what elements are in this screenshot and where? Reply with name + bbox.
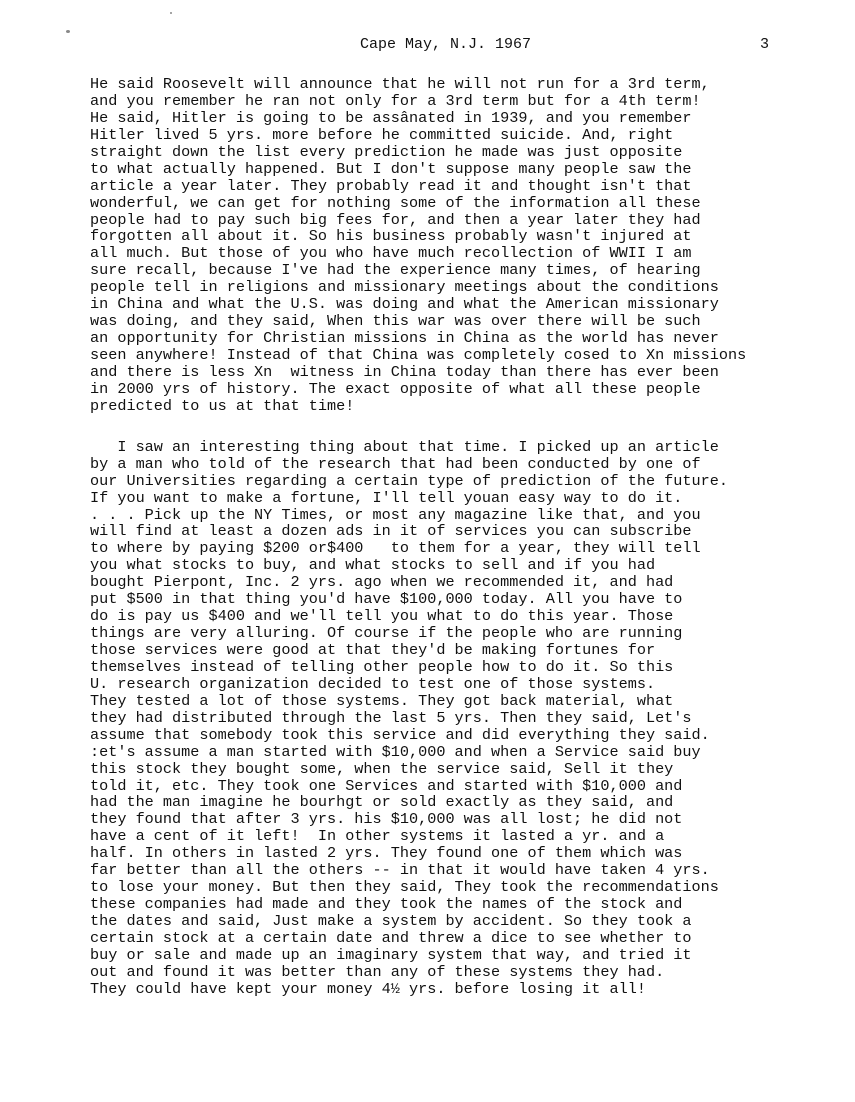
text-line: people had to pay such big fees for, and then a year later they had — [90, 210, 701, 229]
text-line: people tell in religions and missionary meetings about the conditions — [90, 278, 719, 297]
text-line: and there is less Xn witness in China today than there has ever been — [90, 362, 719, 381]
text-line: things are very alluring. Of course if the people who are running — [90, 624, 683, 643]
text-line: . . . Pick up the NY Times, or most any magazine like that, and you — [90, 505, 701, 524]
text-line: all much. But those of you who have much recollection of WWII I am — [90, 244, 692, 263]
text-line: these companies had made and they took the names of the stock and — [90, 895, 683, 914]
text-line: themselves instead of telling other people how to do it. So this — [90, 657, 674, 676]
text-line: certain stock at a certain date and threw a dice to see whether to — [90, 928, 692, 947]
paragraph-2 — [90, 439, 850, 998]
text-line: forgotten all about it. So his business probably wasn't injured at — [90, 227, 692, 246]
text-line: If you want to make a fortune, I'll tell youan easy way to do it. — [90, 488, 683, 507]
text-line: put $500 in that thing you'd have $100,000 today. All you have to — [90, 590, 683, 609]
text-line: half. In others in lasted 2 yrs. They found one of them which was — [90, 844, 683, 863]
text-line: I saw an interesting thing about that time. I picked up an article — [90, 437, 719, 456]
text-line: They tested a lot of those systems. They got back material, what — [90, 691, 674, 710]
text-line: He said, Hitler is going to be assânated in 1939, and you remember — [90, 108, 692, 127]
text-line: to lose your money. But then they said, They took the recommendations — [90, 878, 719, 897]
text-line: assume that somebody took this service and did everything they said. — [90, 725, 710, 744]
text-line: buy or sale and made up an imaginary system that way, and tried it — [90, 945, 692, 964]
text-line: and you remember he ran not only for a 3rd term but for a 4th term! — [90, 91, 701, 110]
header-title: Cape May, N.J. 1967 — [360, 36, 532, 53]
text-line: our Universities regarding a certain type of prediction of the future. — [90, 471, 728, 490]
text-line: in 2000 yrs of history. The exact opposite of what all these people — [90, 379, 701, 398]
page-header — [0, 36, 855, 56]
text-line: sure recall, because I've had the experience many times, of hearing — [90, 261, 701, 280]
paragraph-1 — [90, 76, 850, 415]
text-line: in China and what the U.S. was doing and what the American missionary — [90, 295, 719, 314]
text-line: they had distributed through the last 5 yrs. Then they said, Let's — [90, 708, 692, 727]
scan-speck — [170, 12, 172, 14]
text-line: do is pay us $400 and we'll tell you what to do this year. Those — [90, 607, 674, 626]
text-line: straight down the list every prediction he made was just opposite — [90, 142, 683, 161]
text-line: this stock they bought some, when the service said, Sell it they — [90, 759, 674, 778]
text-line: you what stocks to buy, and what stocks to sell and if you had — [90, 556, 656, 575]
page-number: 3 — [760, 36, 770, 53]
body-text — [90, 76, 850, 998]
text-line: the dates and said, Just make a system by accident. So they took a — [90, 912, 692, 930]
paragraph-gap — [90, 415, 850, 439]
text-line: to where by paying $200 or$400 to them for a year, they will tell — [90, 539, 701, 558]
text-line: an opportunity for Christian missions in China as the world has never — [90, 329, 719, 348]
text-line: He said Roosevelt will announce that he will not run for a 3rd term, — [90, 75, 710, 93]
text-line: to what actually happened. But I don't suppose many people saw the — [90, 159, 692, 178]
text-line: far better than all the others -- in that it would have taken 4 yrs. — [90, 861, 710, 880]
text-line: had the man imagine he bourhgt or sold exactly as they said, and — [90, 793, 674, 812]
text-line: told it, etc. They took one Services and started with $10,000 and — [90, 776, 683, 795]
text-line: :et's assume a man started with $10,000 and when a Service said buy — [90, 742, 701, 761]
text-line: wonderful, we can get for nothing some of the information all these — [90, 193, 701, 212]
text-line: predicted to us at that time! — [90, 396, 355, 415]
text-line: bought Pierpont, Inc. 2 yrs. ago when we recommended it, and had — [90, 573, 674, 592]
text-line: U. research organization decided to test one of those systems. — [90, 674, 656, 693]
text-line: those services were good at that they'd be making fortunes for — [90, 641, 656, 659]
text-line: have a cent of it left! In other systems it lasted a yr. and a — [90, 827, 665, 846]
text-line: by a man who told of the research that had been conducted by one of — [90, 454, 701, 473]
text-line: seen anywhere! Instead of that China was completely cosed to Xn missions — [90, 346, 747, 364]
text-line: was doing, and they said, When this war was over there will be such — [90, 312, 701, 331]
text-line: they found that after 3 yrs. his $10,000 was all lost; he did not — [90, 810, 683, 829]
text-line: They could have kept your money 4½ yrs. before losing it all! — [90, 979, 646, 998]
scan-speck — [66, 30, 70, 33]
text-line: article a year later. They probably read it and thought isn't that — [90, 176, 692, 195]
text-line: out and found it was better than any of these systems they had. — [90, 962, 665, 981]
text-line: will find at least a dozen ads in it of services you can subscribe — [90, 522, 692, 541]
text-line: Hitler lived 5 yrs. more before he committed suicide. And, right — [90, 125, 674, 144]
